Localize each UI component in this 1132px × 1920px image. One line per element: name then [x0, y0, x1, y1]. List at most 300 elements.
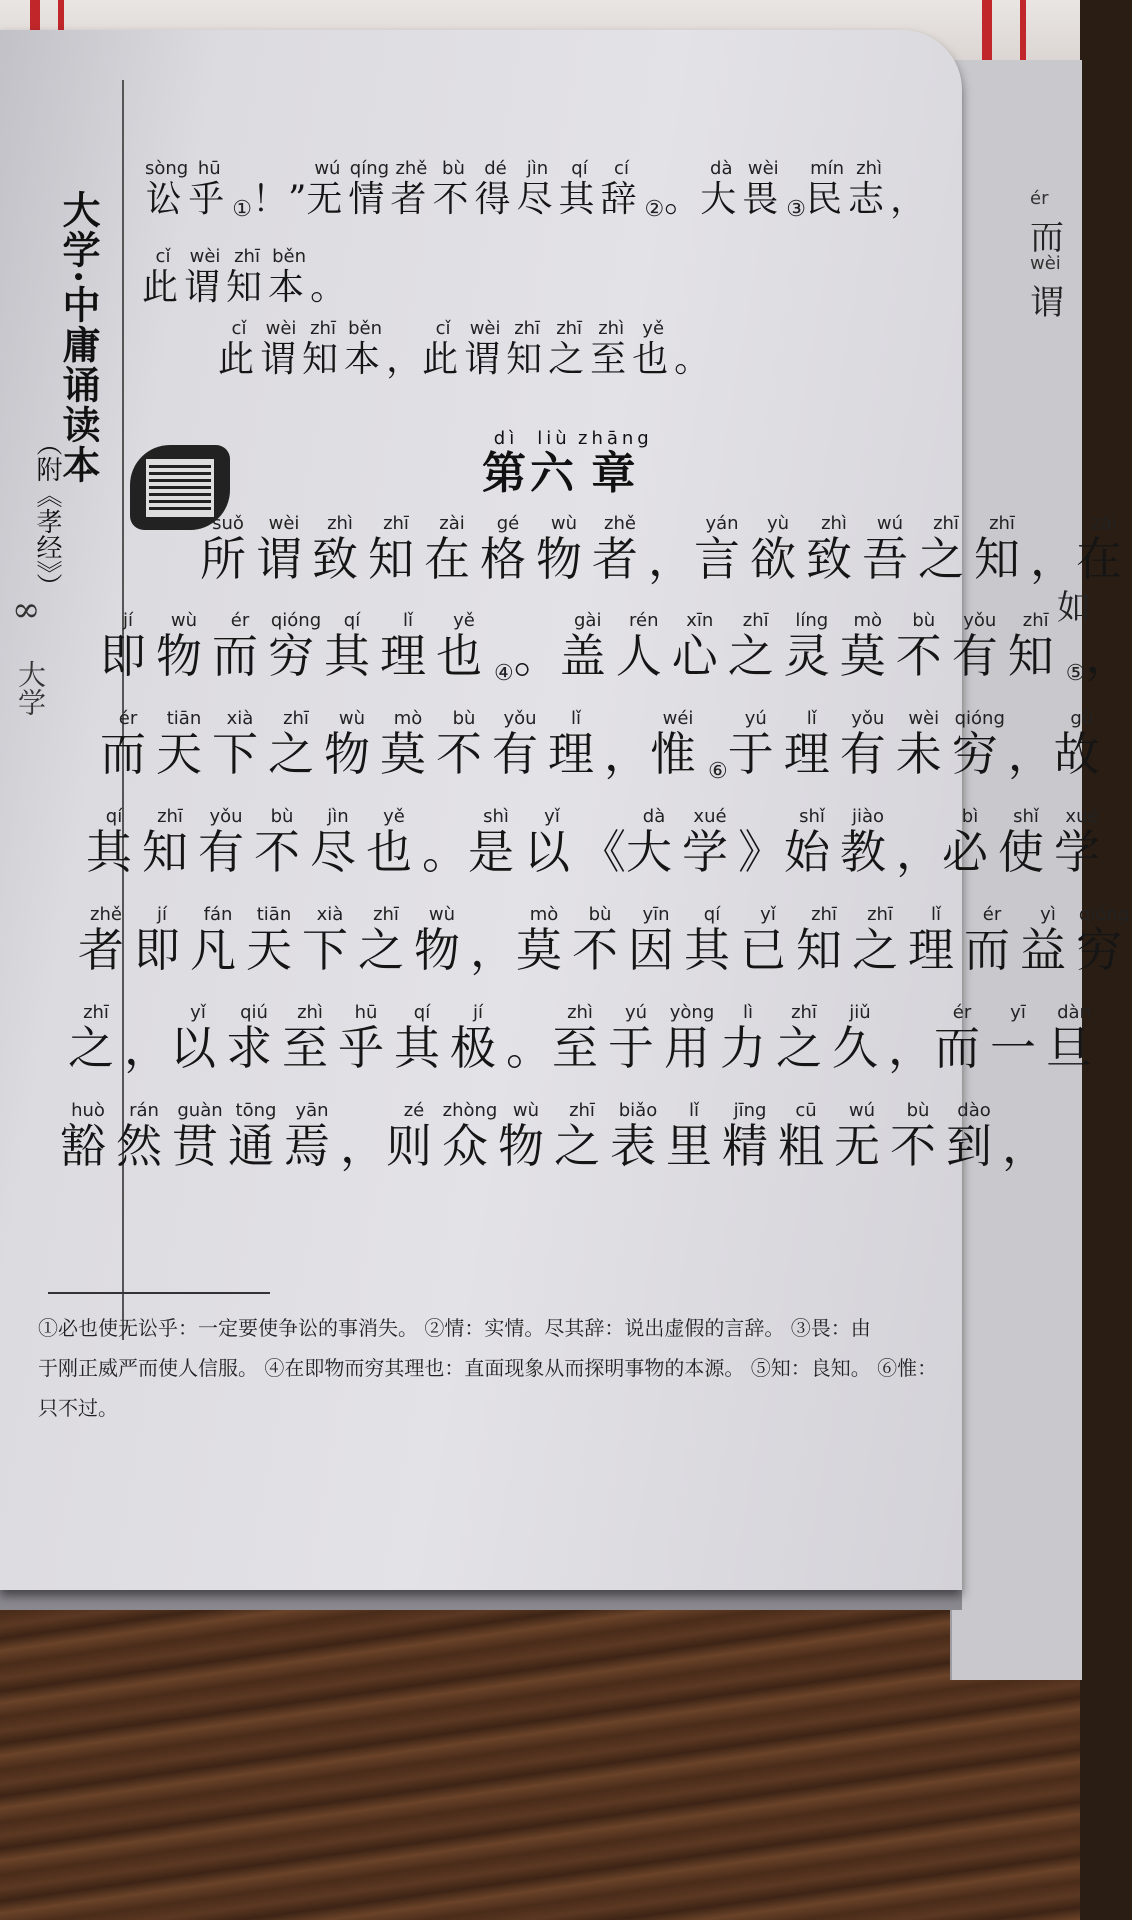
hanzi-with-pinyin: 物wù [414, 904, 470, 977]
text-line [100, 710, 1110, 784]
hanzi-with-pinyin: 无wú [834, 1100, 890, 1173]
pinyin: yòng [664, 1002, 720, 1023]
pinyin: zài [424, 513, 480, 534]
hanzi-with-pinyin: 者zhě [390, 158, 433, 220]
hanzi-with-pinyin: 天tiān [246, 904, 302, 977]
hanzi-with-pinyin: 尽jìn [516, 158, 559, 220]
pinyin: mò [839, 610, 896, 631]
pinyin: lì [720, 1002, 776, 1023]
text-line [145, 160, 926, 222]
pinyin: ér [934, 1002, 990, 1023]
pinyin: bù [895, 610, 952, 631]
pinyin: guàn [172, 1100, 228, 1121]
hanzi-with-pinyin: 其qí [394, 1002, 450, 1075]
pinyin: xué [682, 806, 738, 827]
hanzi-with-pinyin: 知zhī [302, 318, 345, 380]
punctuation: ， [888, 1021, 934, 1075]
hanzi-with-pinyin: 谓wèi [256, 513, 312, 586]
hanzi-with-pinyin: 于yú [727, 708, 784, 781]
hanzi-with-pinyin: 不bù [895, 610, 952, 683]
pinyin: zhì [282, 1002, 338, 1023]
pinyin: wèi [256, 513, 312, 534]
pinyin: yú [608, 1002, 664, 1023]
pinyin: lǐ [548, 708, 604, 729]
pinyin: zhī [776, 1002, 832, 1023]
pinyin: mò [380, 708, 436, 729]
hanzi-with-pinyin: 此cǐ [142, 246, 185, 308]
pinyin: gé [480, 513, 536, 534]
hanzi-with-pinyin: 其qí [86, 806, 142, 879]
pinyin: rán [116, 1100, 172, 1121]
pinyin: dào [946, 1100, 1002, 1121]
hanzi-with-pinyin: 本běn [268, 246, 311, 308]
pinyin: zhī [68, 1002, 124, 1023]
punctuation: ， [386, 339, 423, 380]
hanzi-with-pinyin: 物wù [498, 1100, 554, 1173]
hanzi-with-pinyin: 求qiú [226, 1002, 282, 1075]
pinyin: jiào [840, 806, 896, 827]
pinyin: mò [516, 904, 572, 925]
pinyin: jìn [516, 158, 559, 179]
punctuation: 》 [738, 825, 784, 879]
pinyin: yú [727, 708, 784, 729]
hanzi-with-pinyin: 有yǒu [839, 708, 896, 781]
pinyin: zhāng [578, 428, 653, 449]
pinyin: ér [212, 610, 268, 631]
pinyin: lǐ [783, 708, 840, 729]
hanzi-with-pinyin: 即jí [134, 904, 190, 977]
hanzi-with-pinyin: 知zhī [1007, 610, 1064, 683]
pinyin: yǒu [951, 610, 1008, 631]
pinyin: cū [778, 1100, 834, 1121]
pinyin: tiān [246, 904, 302, 925]
punctuation: 。 [664, 179, 701, 220]
hanzi-with-pinyin: 知zhī [506, 318, 549, 380]
pinyin: yù [750, 513, 806, 534]
hanzi-with-pinyin: 莫mò [380, 708, 436, 781]
hanzi-with-pinyin: 于yú [608, 1002, 664, 1075]
pinyin: yǐ [740, 904, 796, 925]
hanzi-with-pinyin: 致zhì [806, 513, 862, 586]
pinyin: yǐ [170, 1002, 226, 1023]
pinyin: tiān [156, 708, 212, 729]
hanzi-with-pinyin: 教jiào [840, 806, 896, 879]
hanzi-with-pinyin: 下xià [302, 904, 358, 977]
hanzi-with-pinyin: 谓wèi [260, 318, 303, 380]
pinyin: qióng [951, 708, 1008, 729]
pinyin: wèi [260, 318, 303, 339]
hanzi-with-pinyin: 之zhī [918, 513, 974, 586]
hanzi-with-pinyin: 大dà [626, 806, 682, 879]
cloud-ornament-icon: ∞ [12, 590, 41, 630]
punctuation: ， [1007, 727, 1054, 781]
pinyin: yān [284, 1100, 340, 1121]
punctuation: ！” [251, 179, 307, 220]
pinyin: dì [482, 428, 530, 449]
hanzi-with-pinyin: 格gé [480, 513, 536, 586]
hanzi-with-pinyin: 是shì [468, 806, 524, 879]
hanzi-with-pinyin: 吾wú [862, 513, 918, 586]
hanzi-with-pinyin: 者zhě [78, 904, 134, 977]
section-label: 大学 [14, 660, 47, 716]
punctuation: 。 [506, 1021, 552, 1075]
book-page [0, 30, 1132, 1590]
pinyin: wù [414, 904, 470, 925]
hanzi-with-pinyin: 穷qióng [951, 708, 1008, 781]
text-line [100, 612, 1131, 686]
hanzi-with-pinyin: 至zhì [590, 318, 633, 380]
hanzi-with-pinyin: 到dào [946, 1100, 1002, 1173]
hanzi-with-pinyin: 致zhì [312, 513, 368, 586]
text-line [78, 906, 1132, 980]
hanzi-with-pinyin: 也yě [366, 806, 422, 879]
hanzi-with-pinyin: 穷qióng [268, 610, 324, 683]
pinyin: qiú [226, 1002, 282, 1023]
pinyin: qióng [1076, 904, 1132, 925]
punctuation: 《 [580, 825, 626, 879]
hanzi-with-pinyin: 穷qióng [1076, 904, 1132, 977]
pinyin: yǐ [524, 806, 580, 827]
pinyin: liù [530, 428, 578, 449]
hanzi-with-pinyin: 知zhī [796, 904, 852, 977]
next-page-hanzi: 如 [1057, 588, 1091, 628]
hanzi-with-pinyin: 谓wèi [184, 246, 227, 308]
pinyin: jí [450, 1002, 506, 1023]
pinyin: bì [942, 806, 998, 827]
pinyin: qí [86, 806, 142, 827]
punctuation: 。 [310, 267, 347, 308]
hanzi-with-pinyin: 理lǐ [783, 708, 840, 781]
hanzi-with-pinyin: 人rén [615, 610, 672, 683]
pinyin: zhī [548, 318, 591, 339]
pinyin: cǐ [422, 318, 465, 339]
hanzi-with-pinyin: 不bù [890, 1100, 946, 1173]
pinyin: wú [834, 1100, 890, 1121]
hanzi-with-pinyin: 故gù [1053, 708, 1110, 781]
pinyin: yě [366, 806, 422, 827]
footnote-marker: ④ [494, 661, 514, 686]
pinyin: líng [783, 610, 840, 631]
hanzi-with-pinyin: 凡fán [190, 904, 246, 977]
hanzi-with-pinyin: 本běn [344, 318, 387, 380]
hanzi-with-pinyin: 知zhī [974, 513, 1030, 586]
footnote-line: ①必也使无讼乎：一定要使争讼的事消失。 ②情：实情。尽其辞：说出虚假的言辞。 ③畏：由 [38, 1316, 871, 1340]
next-page-hanzi: 而 [1030, 218, 1064, 258]
pinyin: wèi [742, 158, 785, 179]
pinyin: cǐ [218, 318, 260, 339]
pinyin: yě [436, 610, 492, 631]
hanzi-with-pinyin: 在zài [424, 513, 480, 586]
pinyin: bù [254, 806, 310, 827]
hanzi-with-pinyin: 其qí [684, 904, 740, 977]
hanzi-with-pinyin: 一yī [990, 1002, 1046, 1075]
hanzi-with-pinyin: 必bì [942, 806, 998, 879]
hanzi-with-pinyin: 之zhī [268, 708, 324, 781]
pinyin: jí [100, 610, 156, 631]
pinyin: zhī [974, 513, 1030, 534]
hanzi-with-pinyin: 而ér [212, 610, 268, 683]
hanzi-with-pinyin: 谓wèi [464, 318, 507, 380]
punctuation: ， [604, 727, 650, 781]
pinyin: ér [1030, 188, 1049, 209]
punctuation: 。 [422, 825, 468, 879]
hanzi-with-pinyin: 极jí [450, 1002, 506, 1075]
hanzi-with-pinyin: 者zhě [592, 513, 648, 586]
hanzi-with-pinyin: 之zhī [358, 904, 414, 977]
hanzi-with-pinyin: 六liù [530, 428, 578, 499]
footnote-marker: ② [644, 197, 665, 222]
pinyin: suǒ [200, 513, 256, 534]
footnotes [38, 1308, 1048, 1428]
wooden-table [0, 1560, 1080, 1920]
pinyin: jiǔ [832, 1002, 888, 1023]
pinyin: wù [498, 1100, 554, 1121]
punctuation: ， [648, 532, 694, 586]
hanzi-with-pinyin: 然rán [116, 1100, 172, 1173]
hanzi-with-pinyin: 莫mò [516, 904, 572, 977]
pinyin: bù [432, 158, 475, 179]
punctuation: ， [896, 825, 942, 879]
hanzi-with-pinyin: 之zhī [727, 610, 784, 683]
punctuation: ， [1085, 629, 1132, 683]
hanzi-with-pinyin: 乎hū [338, 1002, 394, 1075]
pinyin: gù [1053, 708, 1110, 729]
pinyin: wù [536, 513, 592, 534]
pinyin: qí [324, 610, 380, 631]
text-line [218, 320, 710, 382]
punctuation: 。 [674, 339, 711, 380]
hanzi-with-pinyin: 使shǐ [998, 806, 1054, 879]
pinyin: yǒu [492, 708, 548, 729]
pinyin: zhī [358, 904, 414, 925]
hanzi-with-pinyin: 而ér [964, 904, 1020, 977]
pinyin: xué [1054, 806, 1110, 827]
pinyin: lǐ [666, 1100, 722, 1121]
book-subtitle: （附《孝经》） [32, 430, 62, 599]
hanzi-with-pinyin: 理lǐ [548, 708, 604, 781]
hanzi-with-pinyin: 有yǒu [198, 806, 254, 879]
pinyin: zhě [78, 904, 134, 925]
pinyin: yì [1020, 904, 1076, 925]
pinyin: qí [684, 904, 740, 925]
hanzi-with-pinyin: 理lǐ [380, 610, 436, 683]
hanzi-with-pinyin: 力lì [720, 1002, 776, 1075]
pinyin: zhì [848, 158, 891, 179]
text-line [86, 808, 1110, 882]
footnote-marker: ① [232, 197, 252, 222]
pinyin: mín [806, 158, 849, 179]
pinyin: lǐ [380, 610, 436, 631]
hanzi-with-pinyin: 畏wèi [742, 158, 785, 220]
pinyin: cǐ [142, 246, 184, 267]
hanzi-with-pinyin: 旦dàn [1046, 1002, 1102, 1075]
pinyin: qí [558, 158, 601, 179]
hanzi-with-pinyin: 学xué [682, 806, 738, 879]
hanzi-with-pinyin: 至zhì [282, 1002, 338, 1075]
pinyin: zhòng [442, 1100, 498, 1121]
pinyin: qíng [348, 158, 391, 179]
hanzi-with-pinyin: 盖gài [559, 610, 616, 683]
hanzi-with-pinyin: 之zhī [852, 904, 908, 977]
pinyin: běn [344, 318, 387, 339]
pinyin: zhī [1007, 610, 1064, 631]
pinyin: zhī [368, 513, 424, 534]
hanzi-with-pinyin: 久jiǔ [832, 1002, 888, 1075]
pinyin: wèi [184, 246, 227, 267]
pinyin: shǐ [784, 806, 840, 827]
hanzi-with-pinyin: 以yǐ [524, 806, 580, 879]
punctuation: ， [470, 923, 516, 977]
pinyin: běn [268, 246, 311, 267]
pinyin: wèi [1030, 253, 1061, 274]
hanzi-with-pinyin: 精jīng [722, 1100, 778, 1173]
pinyin: jìn [310, 806, 366, 827]
hanzi-with-pinyin: 天tiān [156, 708, 212, 781]
hanzi-with-pinyin: 有yǒu [492, 708, 548, 781]
hanzi-with-pinyin: 志zhì [848, 158, 891, 220]
hanzi-with-pinyin: 至zhì [552, 1002, 608, 1075]
hanzi-with-pinyin: 知zhī [142, 806, 198, 879]
footnote-marker: ⑤ [1065, 661, 1086, 686]
pinyin: hū [188, 158, 231, 179]
pinyin: zhě [390, 158, 433, 179]
pinyin: gài [559, 610, 616, 631]
pinyin: zhī [796, 904, 852, 925]
punctuation: ， [1002, 1119, 1048, 1173]
hanzi-with-pinyin: 言yán [694, 513, 750, 586]
pinyin: wú [862, 513, 918, 534]
hanzi-with-pinyin: 无wú [306, 158, 349, 220]
punctuation: 。 [513, 629, 560, 683]
hanzi-with-pinyin: 而ér [934, 1002, 990, 1075]
hanzi-with-pinyin: 众zhòng [442, 1100, 498, 1173]
hanzi-with-pinyin: 不bù [572, 904, 628, 977]
hanzi-with-pinyin: 在zài [1076, 513, 1132, 586]
hanzi-with-pinyin: 未wèi [895, 708, 952, 781]
pinyin: zé [386, 1100, 442, 1121]
hanzi-with-pinyin: 不bù [254, 806, 310, 879]
hanzi-with-pinyin: 里lǐ [666, 1100, 722, 1173]
text-line [142, 248, 346, 310]
pinyin: zhī [302, 318, 345, 339]
hanzi-with-pinyin: 得dé [474, 158, 517, 220]
pinyin: zhī [268, 708, 324, 729]
hanzi-with-pinyin: 理lǐ [908, 904, 964, 977]
pinyin: shǐ [998, 806, 1054, 827]
hanzi-with-pinyin: 尽jìn [310, 806, 366, 879]
pinyin: zài [1076, 513, 1132, 534]
pinyin: bù [436, 708, 492, 729]
next-page-hanzi: 谓 [1030, 283, 1064, 323]
hanzi-with-pinyin: 所suǒ [200, 513, 256, 586]
punctuation: ， [890, 179, 927, 220]
hanzi-with-pinyin: 辞cí [600, 158, 643, 220]
pinyin: wù [156, 610, 212, 631]
hanzi-with-pinyin: 有yǒu [951, 610, 1008, 683]
hanzi-with-pinyin: 用yòng [664, 1002, 720, 1075]
text-line [68, 1004, 1102, 1078]
punctuation: ， [124, 1021, 170, 1075]
hanzi-with-pinyin: 讼sòng [145, 158, 189, 220]
hanzi-with-pinyin: 始shǐ [784, 806, 840, 879]
pinyin: yǒu [198, 806, 254, 827]
punctuation: ， [340, 1119, 386, 1173]
hanzi-with-pinyin: 此cǐ [218, 318, 261, 380]
hanzi-with-pinyin: 物wù [324, 708, 380, 781]
pinyin: huò [60, 1100, 116, 1121]
hanzi-with-pinyin: 知zhī [226, 246, 269, 308]
pinyin: rén [615, 610, 672, 631]
hanzi-with-pinyin: 学xué [1054, 806, 1110, 879]
hanzi-with-pinyin: 贯guàn [172, 1100, 228, 1173]
hanzi-with-pinyin: 其qí [558, 158, 601, 220]
hanzi-with-pinyin: 欲yù [750, 513, 806, 586]
hanzi-with-pinyin: 即jí [100, 610, 156, 683]
pinyin: bù [572, 904, 628, 925]
pinyin: xià [302, 904, 358, 925]
text-line [60, 1102, 1048, 1176]
hanzi-with-pinyin: 大dà [700, 158, 743, 220]
hanzi-with-pinyin: 以yǐ [170, 1002, 226, 1075]
pinyin: zhě [592, 513, 648, 534]
pinyin: zhī [918, 513, 974, 534]
hanzi-with-pinyin: 民mín [806, 158, 849, 220]
pinyin: zhì [552, 1002, 608, 1023]
pinyin: wèi [464, 318, 507, 339]
hanzi-with-pinyin: 之zhī [548, 318, 591, 380]
pinyin: yī [990, 1002, 1046, 1023]
pinyin: cí [600, 158, 643, 179]
hanzi-with-pinyin: 之zhī [554, 1100, 610, 1173]
pinyin: ér [100, 708, 156, 729]
pinyin: jīng [722, 1100, 778, 1121]
hanzi-with-pinyin: 物wù [536, 513, 592, 586]
hanzi-with-pinyin: 表biǎo [610, 1100, 666, 1173]
hanzi-with-pinyin: 因yīn [628, 904, 684, 977]
pinyin: zhī [226, 246, 269, 267]
pinyin: xià [212, 708, 268, 729]
pinyin: wú [306, 158, 349, 179]
text-line [200, 515, 1132, 589]
footnote-line: 只不过。 [38, 1396, 118, 1420]
pinyin: wù [324, 708, 380, 729]
hanzi-with-pinyin: 惟wéi [650, 708, 706, 781]
footnote-line: 于刚正威严而使人信服。 ④在即物而穷其理也：直面现象从而探明事物的本源。 ⑤知：良知。 ⑥惟： [38, 1356, 938, 1380]
pinyin: zhī [852, 904, 908, 925]
pinyin: dé [474, 158, 517, 179]
hanzi-with-pinyin: 不bù [432, 158, 475, 220]
pinyin: yǒu [839, 708, 896, 729]
hanzi-with-pinyin: 此cǐ [422, 318, 465, 380]
footnote-marker: ③ [786, 197, 807, 222]
hanzi-with-pinyin: 章zhāng [578, 428, 653, 499]
pinyin: zhì [312, 513, 368, 534]
pinyin: tōng [228, 1100, 284, 1121]
hanzi-with-pinyin: 知zhī [368, 513, 424, 586]
hanzi-with-pinyin: 之zhī [68, 1002, 124, 1075]
pinyin: biǎo [610, 1100, 666, 1121]
pinyin: zhì [806, 513, 862, 534]
pinyin: zhì [590, 318, 633, 339]
hanzi-with-pinyin: 其qí [324, 610, 380, 683]
hanzi-with-pinyin: 下xià [212, 708, 268, 781]
pinyin: wèi [895, 708, 952, 729]
book-title: 大学·中庸诵读本 [56, 190, 101, 486]
pinyin: lǐ [908, 904, 964, 925]
pinyin: jí [134, 904, 190, 925]
pinyin: dàn [1046, 1002, 1102, 1023]
hanzi-with-pinyin: 莫mò [839, 610, 896, 683]
